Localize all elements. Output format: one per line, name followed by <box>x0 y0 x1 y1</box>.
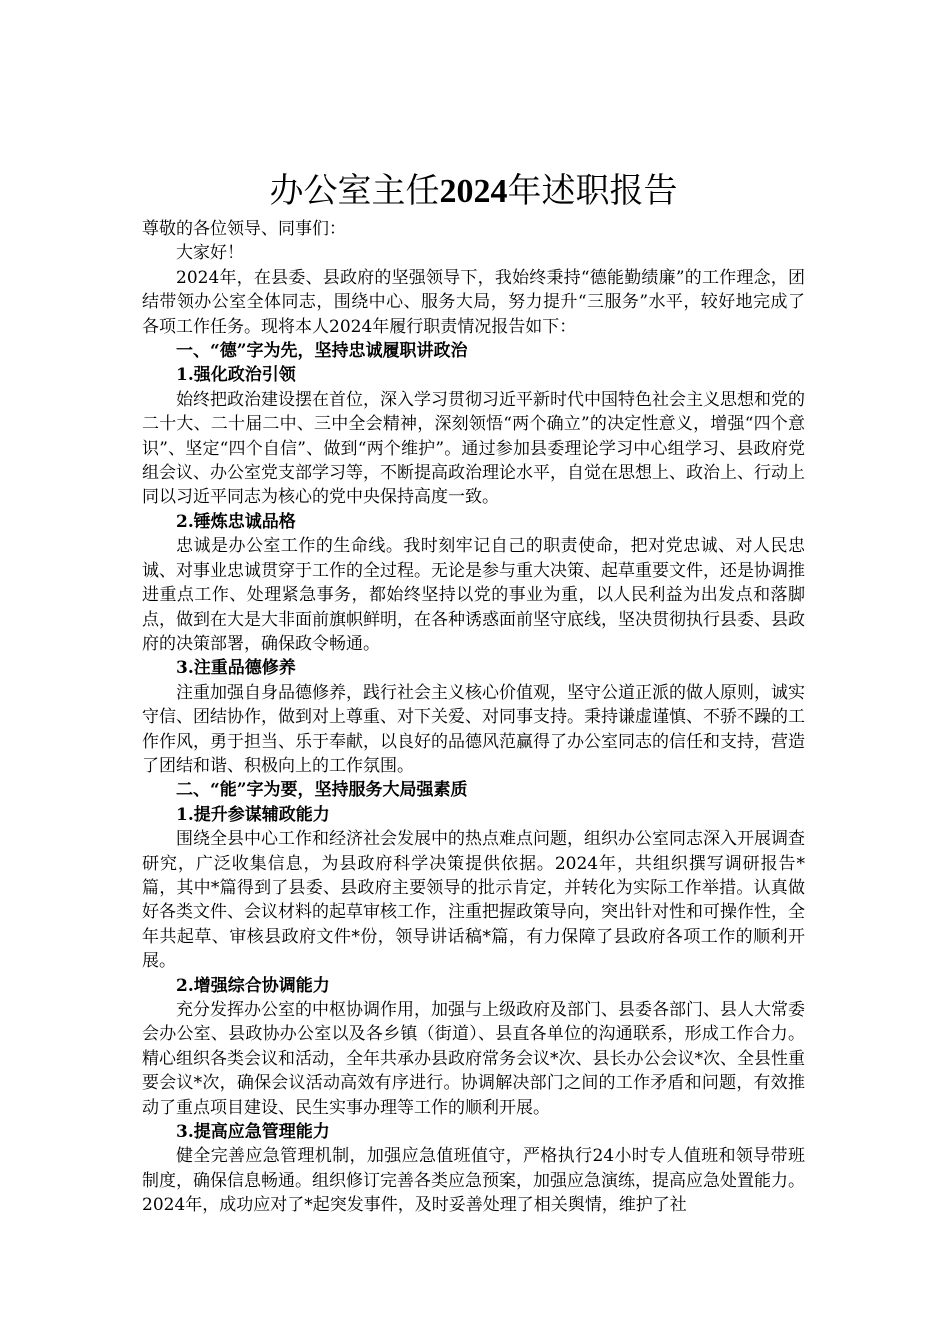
section-1-sub-1-heading: 1.强化政治引领 <box>176 365 296 386</box>
section-2-sub-2-heading: 2.增强综合协调能力 <box>176 975 330 996</box>
section-1-sub-3-text: 注重加强自身品德修养，践行社会主义核心价值观，坚守公道正派的做人原则，诚实守信、团结协作，做到对上尊重、对下关爱、对同事支持。秉持谦虚谨慎、不骄不躁的工作作风，勇于担当、乐于奉献，以良好的品德风范赢得了办公室同志的信任和支持，营造了团结和谐、积极向上的工作氛围。 <box>142 682 805 776</box>
document-title <box>142 168 805 215</box>
section-2-sub-1-text: 围绕全县中心工作和经济社会发展中的热点难点问题，组织办公室同志深入开展调查研究，广泛收集信息，为县政府科学决策提供依据。2024年，共组织撰写调研报告*篇，其中*篇得到了县委、县政府主要领导的批示肯定，并转化为实际工作举措。认真做好各类文件、会议材料的起草审核工作，注重把握政策导向，突出针对性和可操作性，全年共起草、审核县政府文件*份，领导讲话稿*篇，有力保障了县政府各项工作的顺利开展。 <box>142 829 805 972</box>
section-2-sub-3-heading: 3.提高应急管理能力 <box>176 1122 330 1143</box>
title-prefix: 办公室主任 <box>269 171 440 211</box>
section-1-sub-1-text: 始终把政治建设摆在首位，深入学习贯彻习近平新时代中国特色社会主义思想和党的二十大、二十届二中、三中全会精神，深刻领悟“两个确立”的决定性意义，增强“四个意识”、坚定“四个自信”、做到“两个维护”。通过参加县委理论学习中心组学习、县政府党组会议、办公室党支部学习等，不断提高政治理论水平，自觉在思想上、政治上、行动上同以习近平同志为核心的党中央保持高度一致。 <box>142 389 805 508</box>
salutation: 尊敬的各位领导、同事们： <box>142 219 346 239</box>
section-1-heading: 一、“德”字为先，坚持忠诚履职讲政治 <box>176 341 468 362</box>
title-year: 2024 <box>439 173 508 210</box>
document-page <box>142 168 805 1218</box>
section-1-sub-2-heading: 2.锤炼忠诚品格 <box>176 511 296 532</box>
section-2-heading: 二、“能”字为要，坚持服务大局强素质 <box>176 780 468 801</box>
section-2-sub-1-heading: 1.提升参谋辅政能力 <box>176 804 330 825</box>
section-1-sub-3-heading: 3.注重品德修养 <box>176 658 296 679</box>
intro-paragraph: 2024年，在县委、县政府的坚强领导下，我始终秉持“德能勤绩廉”的工作理念，团结带领办公室全体同志，围绕中心、服务大局，努力提升“三服务”水平，较好地完成了各项工作任务。现将本人2024年履行职责情况报告如下： <box>142 267 805 337</box>
section-1-sub-2-text: 忠诚是办公室工作的生命线。我时刻牢记自己的职责使命，把对党忠诚、对人民忠诚、对事业忠诚贯穿于工作的全过程。无论是参与重大决策、起草重要文件，还是协调推进重点工作、处理紧急事务，都始终坚持以党的事业为重，以人民利益为出发点和落脚点，做到在大是大非面前旗帜鲜明，在各种诱惑面前坚守底线，坚决贯彻执行县委、县政府的决策部署，确保政令畅通。 <box>142 536 805 654</box>
section-2-sub-2-text: 充分发挥办公室的中枢协调作用，加强与上级政府及部门、县委各部门、县人大常委会办公室、县政协办公室以及各乡镇（街道）、县直各单位的沟通联系，形成工作合力。精心组织各类会议和活动，全年共承办县政府常务会议*次、县长办公会议*次、全县性重要会议*次，确保会议活动高效有序进行。协调解决部门之间的工作矛盾和问题，有效推动了重点项目建设、民生实事办理等工作的顺利开展。 <box>142 1000 805 1118</box>
title-suffix: 年述职报告 <box>507 171 678 211</box>
greeting: 大家好！ <box>176 243 244 264</box>
section-2-sub-3-text: 健全完善应急管理机制，加强应急值班值守，严格执行24小时专人值班和领导带班制度，确保信息畅通。组织修订完善各类应急预案，加强应急演练，提高应急处置能力。2024年，成功应对了*起突发事件，及时妥善处理了相关舆情，维护了社 <box>142 1146 805 1216</box>
